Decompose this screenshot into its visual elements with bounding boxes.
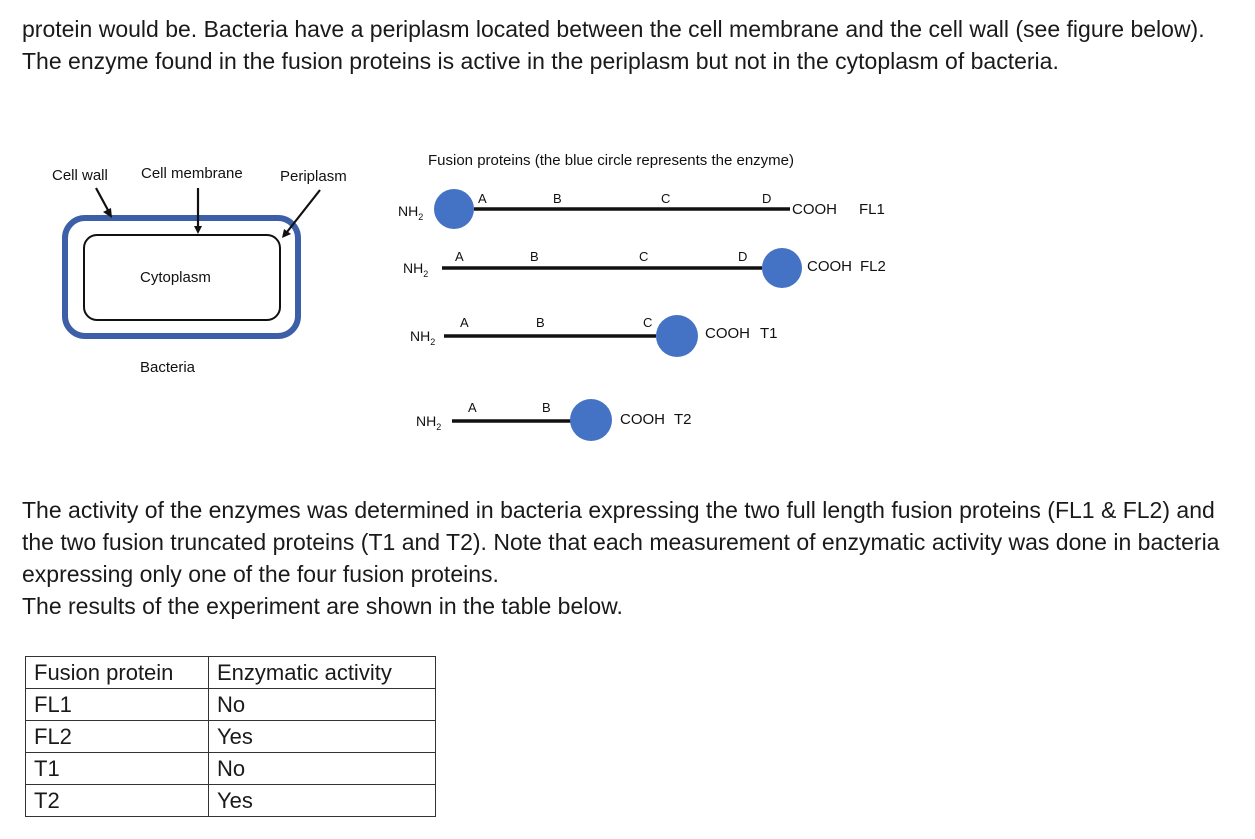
periplasm-label: Periplasm xyxy=(280,168,347,185)
table-cell-activity: No xyxy=(209,753,436,785)
domain-label-fl2-d: D xyxy=(738,249,748,264)
n-terminus-fl2: $NH_2$ xyxy=(403,260,429,279)
table-cell-protein: T1 xyxy=(26,753,209,785)
intro-paragraph: protein would be. Bacteria have a periplasm located between the cell membrane and the cell wall (see figure below). The enzyme found in the fusion proteins is active in the periplasm but not in the cytoplasm of bacteria. xyxy=(22,16,1205,74)
table-row xyxy=(26,785,436,817)
cell-membrane-label: Cell membrane xyxy=(141,165,243,182)
results-paragraph xyxy=(22,494,1237,622)
domain-label-fl1-b: B xyxy=(553,191,562,206)
table-cell-activity: No xyxy=(209,689,436,721)
enzyme-circle-fl2 xyxy=(762,248,802,288)
table-row xyxy=(26,689,436,721)
table-header-row xyxy=(26,657,436,689)
domain-label-fl1-c: C xyxy=(661,191,671,206)
domain-label-t1-b: B xyxy=(536,315,545,330)
table-row xyxy=(26,753,436,785)
cell-membrane-arrowhead xyxy=(194,226,202,234)
domain-label-fl1-d: D xyxy=(762,191,772,206)
n-terminus-t2: $NH_2$ xyxy=(416,413,442,432)
domain-label-t2-b: B xyxy=(542,400,551,415)
n-terminus-fl1: $NH_2$ xyxy=(398,203,424,222)
cell-wall-label: Cell wall xyxy=(52,167,108,184)
cytoplasm-label: Cytoplasm xyxy=(140,269,211,286)
c-terminus-fl1: COOH xyxy=(792,201,837,218)
table-cell-protein: T2 xyxy=(26,785,209,817)
c-terminus-t2: COOH xyxy=(620,411,665,428)
domain-label-t2-a: A xyxy=(468,400,477,415)
domain-label-fl1-a: A xyxy=(478,191,487,206)
protein-name-t2: T2 xyxy=(674,411,692,428)
enzyme-circle-t2 xyxy=(570,399,612,441)
domain-label-fl2-b: B xyxy=(530,249,539,264)
table-header-cell: Enzymatic activity xyxy=(209,657,436,689)
results-table xyxy=(25,656,436,817)
results-paragraph-text: The activity of the enzymes was determined in bacteria expressing the two full length fusion proteins (FL1 & FL2) and the two fusion truncated proteins (T1 and T2). Note that each measurement of enzymatic activity was done in bacteria expressing only one of the four fusion proteins. xyxy=(22,497,1220,587)
periplasm-arrow xyxy=(287,190,320,232)
table-cell-protein: FL2 xyxy=(26,721,209,753)
domain-label-fl2-a: A xyxy=(455,249,464,264)
table-row xyxy=(26,721,436,753)
table-cell-activity: Yes xyxy=(209,721,436,753)
n-terminus-t1: $NH_2$ xyxy=(410,328,436,347)
table-header-cell: Fusion protein xyxy=(26,657,209,689)
protein-name-fl2: FL2 xyxy=(860,258,886,275)
fusion-proteins-title: Fusion proteins (the blue circle represents the enzyme) xyxy=(428,152,795,169)
domain-label-t1-c: C xyxy=(643,315,653,330)
protein-name-t1: T1 xyxy=(760,325,778,342)
c-terminus-t1: COOH xyxy=(705,325,750,342)
results-paragraph-table-intro: The results of the experiment are shown in the table below. xyxy=(22,593,623,619)
enzyme-circle-fl1 xyxy=(434,189,474,229)
table-cell-protein: FL1 xyxy=(26,689,209,721)
domain-label-t1-a: A xyxy=(460,315,469,330)
domain-label-fl2-c: C xyxy=(639,249,649,264)
cell-wall-arrow xyxy=(96,188,109,212)
table-cell-activity: Yes xyxy=(209,785,436,817)
enzyme-circle-t1 xyxy=(656,315,698,357)
c-terminus-fl2: COOH xyxy=(807,258,852,275)
bacteria-label: Bacteria xyxy=(140,359,196,376)
protein-name-fl1: FL1 xyxy=(859,201,885,218)
